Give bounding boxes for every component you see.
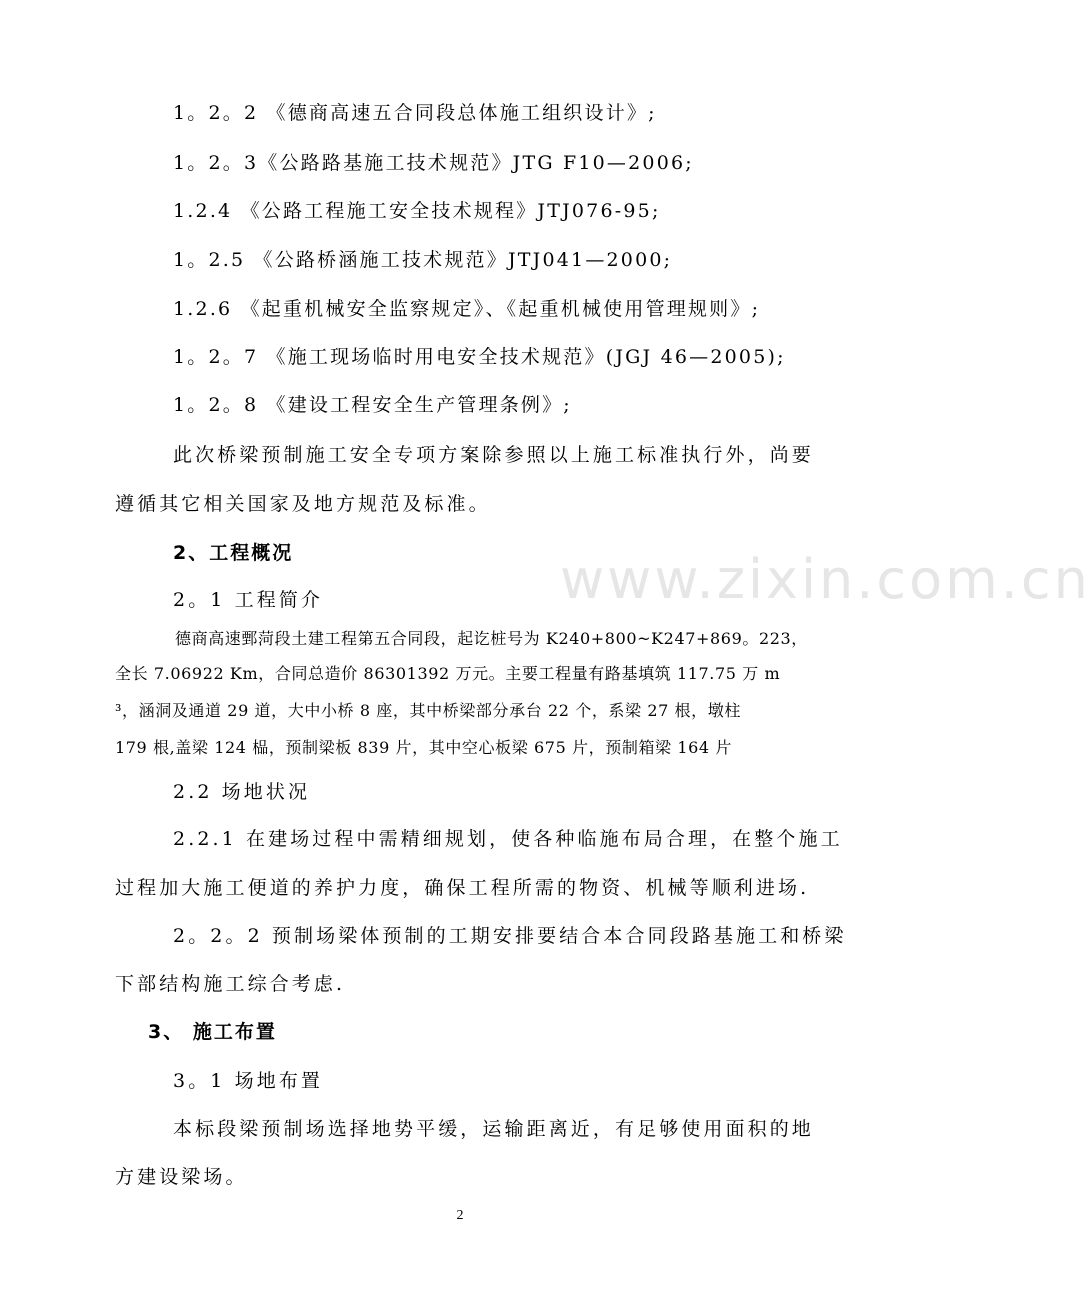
paragraph-line: 方建设梁场。 (115, 1166, 248, 1188)
paragraph-line: 本标段梁预制场选择地势平缓，运输距离近，有足够使用面积的地 (173, 1118, 814, 1140)
ref-1-2-4: 1.2.4 《公路工程施工安全技术规程》JTJ076-95; (173, 200, 661, 222)
paragraph-line: 过程加大施工便道的养护力度，确保工程所需的物资、机械等顺利进场. (115, 877, 810, 899)
paragraph-line: 此次桥梁预制施工安全专项方案除参照以上施工标准执行外，尚要 (173, 444, 814, 466)
subsection-heading: 2。1 工程简介 (173, 589, 324, 611)
ref-1-2-6: 1.2.6 《起重机械安全监察规定》、《起重机械使用管理规则》; (173, 298, 761, 320)
watermark: www.zixin.com.cn (560, 548, 1091, 611)
ref-1-2-8: 1。2。8 《建设工程安全生产管理条例》; (173, 394, 572, 416)
paragraph-line: 下部结构施工综合考虑. (115, 973, 346, 995)
ref-1-2-2: 1。2。2 《德商高速五合同段总体施工组织设计》; (173, 102, 657, 124)
paragraph-line: 德商高速鄄菏段土建工程第五合同段，起讫桩号为 K240+800~K247+869。223， (175, 629, 808, 648)
page-number: 2 (456, 1208, 464, 1223)
ref-1-2-5: 1。2.5 《公路桥涵施工技术规范》JTJ041—2000; (173, 249, 673, 271)
paragraph-line: 遵循其它相关国家及地方规范及标准。 (115, 493, 491, 515)
subsection-heading: 3。1 场地布置 (173, 1070, 324, 1092)
subsection-heading: 2.2 场地状况 (173, 781, 311, 803)
ref-1-2-7: 1。2。7 《施工现场临时用电安全技术规范》(JGJ 46—2005); (173, 346, 786, 368)
paragraph-line: 2.2.1 在建场过程中需精细规划，使各种临施布局合理，在整个施工 (173, 828, 843, 850)
paragraph-line: ³，涵洞及通道 29 道，大中小桥 8 座，其中桥梁部分承台 22 个，系梁 27 根，墩柱 (115, 701, 741, 720)
section-heading: 3、 施工布置 (148, 1021, 277, 1043)
paragraph-line: 全长 7.06922 Km，合同总造价 86301392 万元。主要工程量有路基填筑 117.75 万 m (115, 664, 781, 683)
section-heading: 2、工程概况 (173, 542, 294, 564)
ref-1-2-3: 1。2。3《公路路基施工技术规范》JTG F10—2006; (173, 152, 694, 174)
paragraph-line: 2。2。2 预制场梁体预制的工期安排要结合本合同段路基施工和桥梁 (173, 925, 847, 947)
paragraph-line: 179 根,盖梁 124 榀，预制梁板 839 片，其中空心板梁 675 片，预制箱梁 164 片 (115, 738, 732, 757)
